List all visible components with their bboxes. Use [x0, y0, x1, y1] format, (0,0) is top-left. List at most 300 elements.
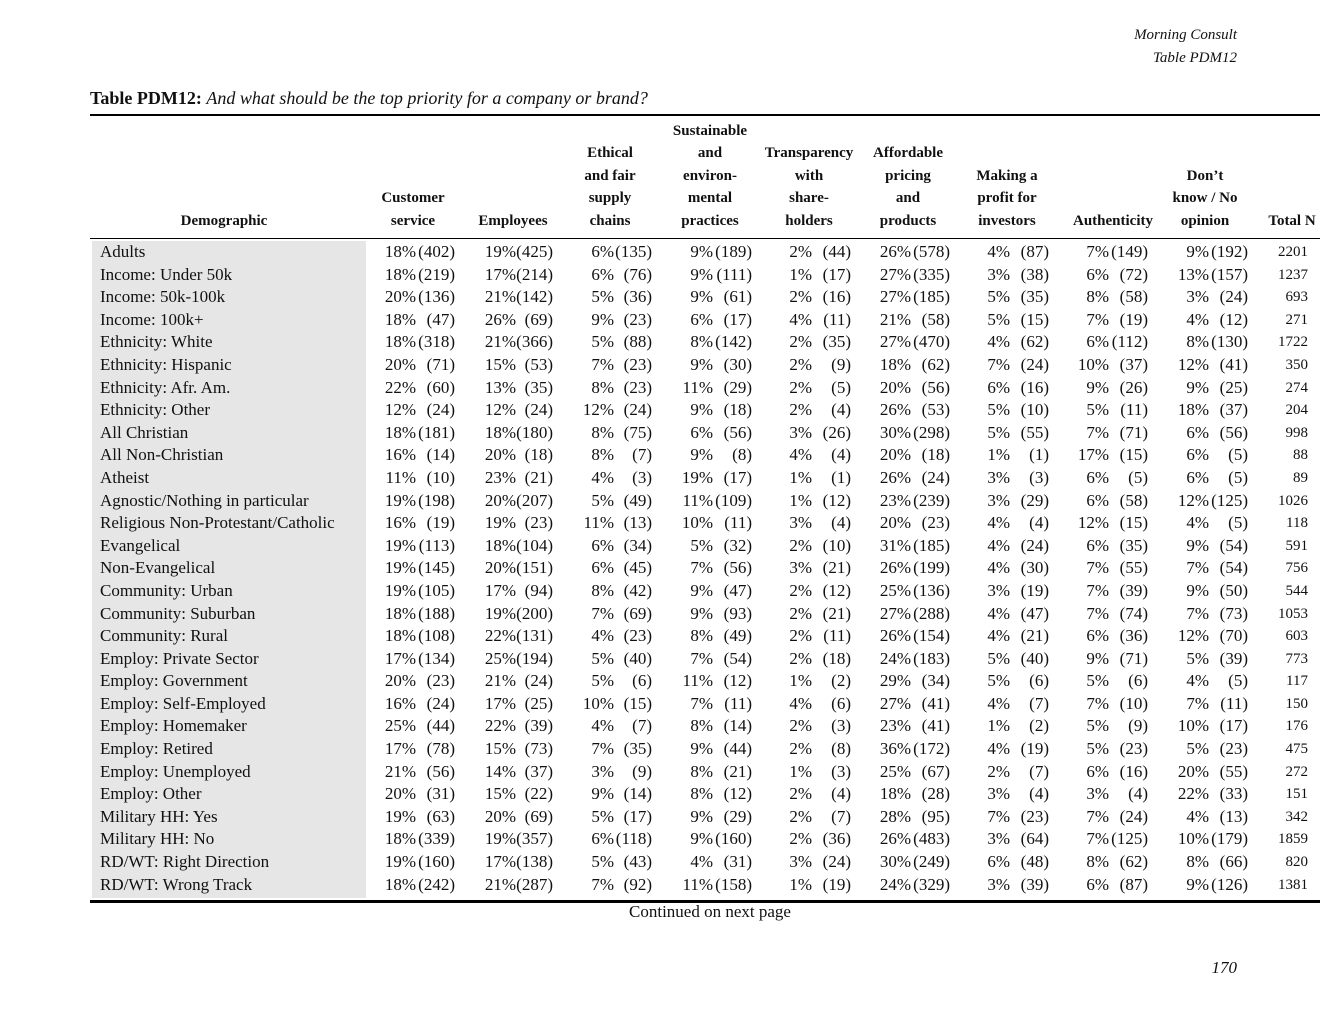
cell-count: (58): [1119, 287, 1148, 307]
cell-count: (19): [426, 513, 455, 533]
cell-count: (60): [426, 377, 455, 397]
cell-count: (298): [913, 422, 950, 442]
cell-percent: 8%: [591, 377, 614, 397]
cell-count: (6): [1128, 671, 1148, 691]
cell-percent: 4%: [1186, 309, 1209, 329]
cell-percent: 18%: [384, 829, 416, 849]
column-header-demographic: [154, 210, 294, 233]
cell-percent: 4%: [591, 467, 614, 487]
cell-count: (37): [1119, 354, 1148, 374]
cell-count: (21): [524, 467, 553, 487]
cell-percent: 5%: [1186, 739, 1209, 759]
cell-percent: 6%: [591, 264, 614, 284]
cell-count: (5): [831, 377, 851, 397]
column-header-line: chains: [589, 212, 631, 229]
cell-count: (69): [623, 603, 652, 623]
cell-count: (23): [623, 354, 652, 374]
cell-percent: 5%: [987, 422, 1010, 442]
cell-count: (22): [524, 784, 553, 804]
cell-count: (483): [913, 829, 950, 849]
cell-total: 342: [1285, 808, 1308, 825]
column-header-line: and: [697, 145, 723, 161]
cell-count: (5): [1228, 467, 1248, 487]
cell-percent: 2%: [789, 716, 812, 736]
cell-total: 118: [1286, 515, 1308, 532]
cell-count: (31): [723, 852, 752, 872]
cell-count: (7): [1029, 693, 1049, 713]
cell-count: (47): [426, 309, 455, 329]
cell-percent: 26%: [484, 309, 516, 329]
cell-percent: 18%: [384, 264, 416, 284]
cell-count: (39): [1219, 648, 1248, 668]
cell-percent: 7%: [591, 354, 614, 374]
cell-count: (71): [1119, 422, 1148, 442]
cell-count: (36): [1119, 626, 1148, 646]
table-row: [0, 806, 1320, 829]
table-row: [0, 874, 1320, 897]
cell-count: (23): [1219, 739, 1248, 759]
cell-percent: 3%: [1186, 287, 1209, 307]
cell-count: (71): [426, 354, 455, 374]
cell-count: (44): [822, 242, 851, 261]
cell-percent: 5%: [987, 671, 1010, 691]
cell-percent: 3%: [789, 513, 812, 533]
cell-count: (199): [913, 558, 950, 578]
cell-percent: 18%: [879, 784, 911, 804]
table-row: [0, 354, 1320, 377]
cell-percent: 7%: [591, 874, 614, 894]
cell-count: (19): [822, 874, 851, 894]
cell-total: 150: [1285, 695, 1308, 712]
cell-percent: 9%: [690, 829, 713, 849]
cell-percent: 9%: [1186, 377, 1209, 397]
cell-percent: 22%: [484, 716, 516, 736]
cell-percent: 19%: [484, 513, 516, 533]
cell-percent: 20%: [879, 513, 911, 533]
cell-count: (183): [913, 648, 950, 668]
cell-percent: 3%: [987, 874, 1010, 894]
cell-count: (14): [723, 716, 752, 736]
row-label: All Non-Christian: [100, 445, 224, 465]
cell-count: (3): [831, 761, 851, 781]
cell-percent: 6%: [1086, 490, 1109, 510]
cell-count: (172): [913, 739, 950, 759]
cell-count: (366): [516, 332, 553, 352]
cell-count: (2): [831, 671, 851, 691]
cell-percent: 9%: [690, 264, 713, 284]
row-label: RD/WT: Right Direction: [100, 852, 270, 872]
cell-percent: 4%: [1186, 806, 1209, 826]
cell-total: 693: [1285, 289, 1308, 306]
cell-count: (15): [1119, 513, 1148, 533]
cell-total: 603: [1285, 628, 1308, 645]
cell-percent: 22%: [1177, 784, 1209, 804]
cell-percent: 36%: [879, 739, 911, 759]
cell-count: (25): [1219, 377, 1248, 397]
cell-count: (26): [1119, 377, 1148, 397]
cell-count: (94): [524, 580, 553, 600]
cell-total: 274: [1285, 379, 1308, 396]
cell-count: (44): [723, 739, 752, 759]
cell-percent: 25%: [484, 648, 516, 668]
cell-count: (61): [723, 287, 752, 307]
column-header-line: Making a: [976, 167, 1038, 184]
cell-percent: 5%: [591, 332, 614, 352]
table-row: [0, 738, 1320, 761]
cell-percent: 19%: [384, 535, 416, 555]
cell-percent: 17%: [484, 852, 516, 872]
cell-percent: 7%: [1086, 829, 1109, 849]
cell-percent: 10%: [582, 693, 614, 713]
cell-count: (198): [418, 490, 455, 510]
cell-percent: 28%: [879, 806, 911, 826]
cell-count: (37): [1219, 400, 1248, 420]
cell-percent: 3%: [789, 422, 812, 442]
cell-count: (180): [516, 422, 553, 442]
cell-count: (12): [1219, 309, 1248, 329]
cell-count: (11): [724, 693, 752, 713]
cell-percent: 6%: [1086, 264, 1109, 284]
cell-percent: 21%: [484, 287, 516, 307]
cell-percent: 10%: [1177, 829, 1209, 849]
cell-count: (47): [723, 580, 752, 600]
cell-percent: 17%: [384, 739, 416, 759]
cell-count: (402): [418, 242, 455, 261]
cell-count: (50): [1219, 580, 1248, 600]
cell-count: (38): [1020, 264, 1049, 284]
cell-count: (55): [1020, 422, 1049, 442]
cell-percent: 9%: [1086, 377, 1109, 397]
cell-count: (44): [426, 716, 455, 736]
cell-percent: 30%: [879, 852, 911, 872]
cell-count: (249): [913, 852, 950, 872]
column-header-line: Don’t: [1186, 167, 1224, 184]
table-row: [0, 422, 1320, 445]
cell-percent: 18%: [384, 332, 416, 352]
table-row: [0, 625, 1320, 648]
cell-count: (425): [516, 242, 553, 261]
cell-percent: 2%: [789, 400, 812, 420]
cell-percent: 14%: [484, 761, 516, 781]
cell-percent: 9%: [591, 784, 614, 804]
cell-count: (54): [1219, 535, 1248, 555]
cell-percent: 27%: [879, 693, 911, 713]
cell-count: (69): [524, 806, 553, 826]
cell-percent: 5%: [591, 806, 614, 826]
cell-count: (12): [723, 671, 752, 691]
cell-percent: 3%: [789, 558, 812, 578]
cell-count: (3): [831, 716, 851, 736]
cell-percent: 4%: [789, 445, 812, 465]
cell-percent: 13%: [484, 377, 516, 397]
cell-count: (54): [723, 648, 752, 668]
cell-percent: 1%: [789, 874, 812, 894]
cell-total: 998: [1285, 424, 1308, 441]
cell-percent: 4%: [789, 309, 812, 329]
cell-count: (18): [921, 445, 950, 465]
cell-percent: 7%: [591, 739, 614, 759]
caption-question: And what should be the top priority for a company or brand?: [206, 88, 648, 108]
cell-count: (56): [921, 377, 950, 397]
cell-count: (75): [623, 422, 652, 442]
cell-count: (19): [1020, 580, 1049, 600]
cell-percent: 24%: [879, 874, 911, 894]
cell-count: (11): [1120, 400, 1148, 420]
cell-count: (17): [822, 264, 851, 284]
cell-percent: 12%: [1177, 490, 1209, 510]
cell-count: (15): [1020, 309, 1049, 329]
cell-count: (179): [1211, 829, 1248, 849]
cell-count: (6): [1029, 671, 1049, 691]
row-label: Ethnicity: White: [100, 332, 213, 352]
cell-percent: 4%: [591, 626, 614, 646]
cell-percent: 7%: [690, 648, 713, 668]
cell-percent: 11%: [682, 874, 713, 894]
table-row: [0, 603, 1320, 626]
cell-percent: 27%: [879, 332, 911, 352]
cell-count: (56): [723, 422, 752, 442]
table-row: [0, 693, 1320, 716]
cell-percent: 16%: [384, 445, 416, 465]
table-row: [0, 851, 1320, 874]
cell-percent: 18%: [384, 242, 416, 261]
cell-count: (11): [823, 626, 851, 646]
cell-percent: 19%: [484, 242, 516, 261]
cell-count: (185): [913, 287, 950, 307]
cell-count: (318): [418, 332, 455, 352]
cell-percent: 20%: [484, 806, 516, 826]
cell-percent: 9%: [690, 400, 713, 420]
cell-count: (49): [623, 490, 652, 510]
cell-count: (3): [632, 467, 652, 487]
cell-percent: 30%: [879, 422, 911, 442]
cell-count: (72): [1119, 264, 1148, 284]
cell-total: 1053: [1278, 605, 1308, 622]
cell-count: (13): [623, 513, 652, 533]
cell-percent: 17%: [384, 648, 416, 668]
column-header-line: products: [879, 212, 937, 229]
cell-percent: 1%: [789, 467, 812, 487]
cell-count: (287): [516, 874, 553, 894]
column-header-line: Authenticity: [1073, 212, 1153, 229]
cell-percent: 19%: [384, 806, 416, 826]
cell-count: (158): [715, 874, 752, 894]
cell-percent: 15%: [484, 354, 516, 374]
cell-count: (136): [913, 580, 950, 600]
cell-percent: 6%: [591, 242, 614, 261]
cell-count: (11): [1220, 693, 1248, 713]
cell-percent: 23%: [879, 490, 911, 510]
cell-percent: 9%: [690, 242, 713, 261]
cell-count: (4): [831, 400, 851, 420]
cell-count: (4): [831, 784, 851, 804]
cell-count: (126): [1211, 874, 1248, 894]
cell-count: (47): [1020, 603, 1049, 623]
cell-count: (56): [426, 761, 455, 781]
column-header-line: mental: [687, 190, 733, 206]
cell-count: (21): [1020, 626, 1049, 646]
row-label: Community: Rural: [100, 626, 228, 646]
cell-count: (189): [715, 242, 752, 261]
cell-percent: 6%: [690, 309, 713, 329]
cell-percent: 19%: [384, 558, 416, 578]
cell-count: (160): [418, 852, 455, 872]
page-number: 170: [1211, 958, 1237, 977]
cell-percent: 20%: [384, 287, 416, 307]
cell-percent: 8%: [1186, 332, 1209, 352]
cell-count: (39): [1020, 874, 1049, 894]
cell-count: (8): [732, 445, 752, 465]
table-reference: Table PDM12: [1152, 50, 1237, 66]
cell-count: (87): [1119, 874, 1148, 894]
cell-count: (105): [418, 580, 455, 600]
cell-percent: 5%: [690, 535, 713, 555]
row-label: Atheist: [100, 467, 150, 487]
cell-percent: 27%: [879, 264, 911, 284]
cell-count: (160): [715, 829, 752, 849]
cell-total: 271: [1285, 311, 1308, 328]
cell-count: (36): [623, 287, 652, 307]
column-header-line: Demographic: [180, 212, 268, 229]
cell-percent: 7%: [1086, 580, 1109, 600]
cell-count: (53): [921, 400, 950, 420]
cell-percent: 21%: [484, 874, 516, 894]
cell-count: (109): [715, 490, 752, 510]
cell-count: (24): [623, 400, 652, 420]
cell-count: (24): [822, 852, 851, 872]
cell-percent: 8%: [690, 784, 713, 804]
cell-percent: 6%: [1186, 445, 1209, 465]
column-header-line: Employees: [478, 212, 548, 229]
cell-percent: 2%: [789, 648, 812, 668]
cell-count: (41): [921, 693, 950, 713]
column-header-line: Sustainable: [672, 122, 748, 139]
cell-count: (5): [1228, 445, 1248, 465]
cell-count: (7): [831, 806, 851, 826]
cell-percent: 5%: [987, 287, 1010, 307]
cell-percent: 4%: [987, 626, 1010, 646]
cell-count: (12): [822, 490, 851, 510]
cell-count: (104): [516, 535, 553, 555]
cell-percent: 20%: [484, 445, 516, 465]
cell-count: (15): [623, 693, 652, 713]
cell-count: (9): [1128, 716, 1148, 736]
cell-count: (35): [822, 332, 851, 352]
cell-count: (154): [913, 626, 950, 646]
cell-percent: 7%: [1086, 693, 1109, 713]
cell-count: (7): [632, 716, 652, 736]
cell-percent: 2%: [789, 287, 812, 307]
cell-percent: 2%: [789, 377, 812, 397]
cell-count: (4): [831, 445, 851, 465]
cell-percent: 7%: [1086, 806, 1109, 826]
cell-count: (6): [632, 671, 652, 691]
cell-percent: 23%: [879, 716, 911, 736]
cell-percent: 9%: [690, 445, 713, 465]
cell-percent: 6%: [591, 558, 614, 578]
cell-count: (17): [723, 309, 752, 329]
cell-percent: 7%: [987, 354, 1010, 374]
cell-count: (26): [822, 422, 851, 442]
cell-count: (64): [1020, 829, 1049, 849]
cell-percent: 17%: [484, 693, 516, 713]
cell-percent: 19%: [384, 490, 416, 510]
cell-percent: 31%: [879, 535, 911, 555]
cell-percent: 8%: [591, 580, 614, 600]
cell-count: (30): [723, 354, 752, 374]
cell-percent: 26%: [879, 467, 911, 487]
row-label: Community: Urban: [100, 580, 233, 600]
cell-count: (66): [1219, 852, 1248, 872]
column-header-total: [1222, 210, 1320, 233]
cell-count: (73): [524, 739, 553, 759]
cell-count: (207): [516, 490, 553, 510]
cell-count: (31): [426, 784, 455, 804]
cell-percent: 5%: [987, 648, 1010, 668]
cell-percent: 7%: [1086, 242, 1109, 261]
cell-count: (56): [1219, 422, 1248, 442]
cell-percent: 2%: [789, 242, 812, 261]
cell-count: (5): [1128, 467, 1148, 487]
cell-percent: 26%: [879, 400, 911, 420]
cell-percent: 6%: [987, 852, 1010, 872]
cell-count: (138): [516, 852, 553, 872]
cell-count: (10): [822, 535, 851, 555]
cell-count: (7): [632, 445, 652, 465]
cell-percent: 2%: [789, 580, 812, 600]
column-header-line: investors: [978, 212, 1036, 229]
column-header-line: Affordable: [873, 145, 943, 161]
cell-count: (24): [1020, 535, 1049, 555]
cell-percent: 10%: [1177, 716, 1209, 736]
cell-percent: 18%: [484, 535, 516, 555]
cell-percent: 17%: [484, 580, 516, 600]
cell-count: (1): [831, 467, 851, 487]
table-row: [0, 648, 1320, 671]
cell-percent: 18%: [384, 874, 416, 894]
continued-note: Continued on next page: [629, 902, 791, 921]
cell-percent: 6%: [1086, 467, 1109, 487]
cell-count: (3): [1029, 467, 1049, 487]
cell-percent: 27%: [879, 603, 911, 623]
cell-count: (43): [623, 852, 652, 872]
column-header-line: Total N: [1268, 212, 1316, 229]
cell-percent: 7%: [1086, 558, 1109, 578]
cell-count: (37): [524, 761, 553, 781]
cell-count: (214): [516, 264, 553, 284]
caption-label: Table PDM12:: [90, 88, 202, 108]
cell-count: (70): [1219, 626, 1248, 646]
cell-total: 89: [1293, 469, 1308, 486]
cell-count: (200): [516, 603, 553, 623]
table-row: [0, 490, 1320, 513]
column-header-line: and: [895, 190, 921, 206]
cell-count: (23): [623, 626, 652, 646]
cell-percent: 3%: [987, 467, 1010, 487]
cell-count: (135): [615, 242, 652, 261]
table-row: [0, 399, 1320, 422]
cell-percent: 18%: [484, 422, 516, 442]
cell-percent: 9%: [1186, 580, 1209, 600]
cell-count: (16): [822, 287, 851, 307]
column-header-line: share-: [789, 190, 829, 206]
cell-percent: 20%: [484, 490, 516, 510]
table-row: [0, 828, 1320, 851]
cell-count: (2): [1029, 716, 1049, 736]
table-row: [0, 761, 1320, 784]
cell-count: (18): [524, 445, 553, 465]
cell-percent: 6%: [987, 377, 1010, 397]
